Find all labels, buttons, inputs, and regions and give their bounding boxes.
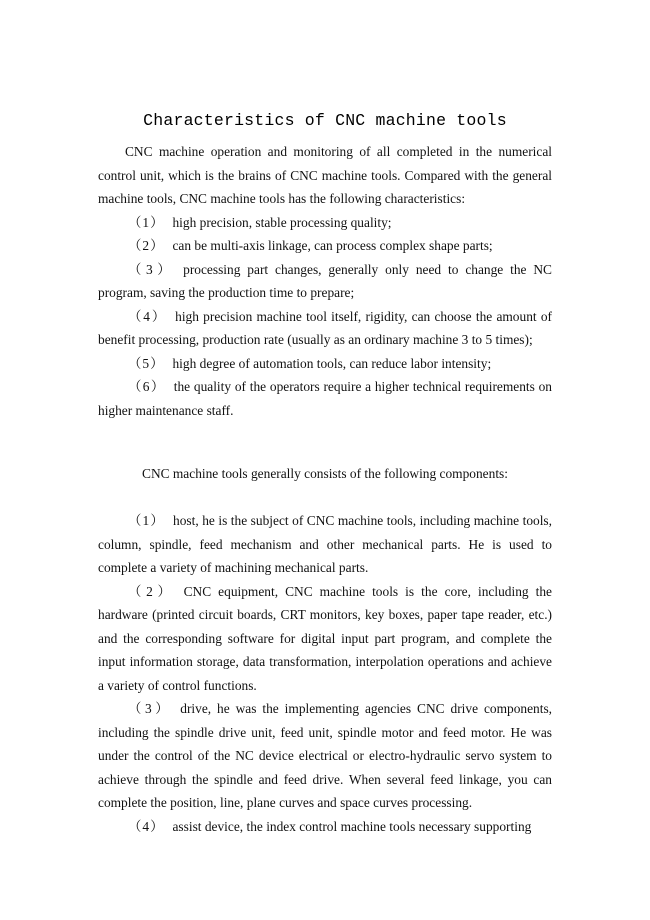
item-text: CNC equipment, CNC machine tools is the core, including the hardware (printed circuit boards, CRT monitors, key boxes, paper tape reader, etc.) and the corresponding software for digital input part program, and complete the input information storage, data transformation, interpolation operations and achieve a variety of control functions. [98, 583, 552, 693]
characteristic-item [98, 375, 552, 422]
item-number: （1） [128, 214, 165, 230]
intro-paragraph: CNC machine operation and monitoring of all completed in the numerical control unit, which is the brains of CNC machine tools. Compared with the general machine tools, CNC machine tools has the following characteristics: [98, 144, 552, 206]
item-number: （5） [128, 355, 165, 371]
characteristics-section [98, 140, 552, 422]
item-text: assist device, the index control machine tools necessary supporting [172, 818, 532, 834]
item-text: high degree of automation tools, can reduce labor intensity; [172, 355, 492, 371]
item-number: （6） [128, 379, 166, 394]
component-item [98, 815, 552, 839]
item-text: can be multi-axis linkage, can process complex shape parts; [172, 238, 493, 253]
item-number: （1） [128, 513, 165, 528]
item-text: the quality of the operators require a higher technical requirements on higher maintenance staff. [98, 379, 552, 418]
item-text: processing part changes, generally only need to change the NC program, saving the production time to prepare; [98, 261, 552, 300]
component-item [98, 580, 552, 698]
characteristic-item [98, 352, 552, 376]
item-text: host, he is the subject of CNC machine tools, including machine tools, column, spindle, feed mechanism and other mechanical parts. He is used to complete a variety of machining mechanical parts. [98, 513, 552, 575]
characteristic-item [98, 258, 552, 305]
component-item [98, 697, 552, 815]
item-number: （2） [128, 238, 165, 253]
item-number: （3） [128, 261, 176, 277]
item-number: （4） [128, 818, 165, 834]
component-item [98, 509, 552, 580]
item-text: drive, he was the implementing agencies CNC drive components, including the spindle drive unit, feed unit, spindle motor and feed motor. He was under the control of the NC device electrical or electro-hydraulic servo system to achieve through the spindle and feed drive. When several feed linkage, you can complete the position, line, plane curves and space curves processing. [98, 701, 553, 810]
document-title: Characteristics of CNC machine tools [143, 111, 507, 130]
item-text: high precision, stable processing quality; [172, 214, 392, 230]
components-heading: CNC machine tools generally consists of the following components: [142, 466, 508, 481]
item-number: （3） [128, 701, 173, 716]
item-text: high precision machine tool itself, rigidity, can choose the amount of benefit processing, production rate (usually as an ordinary machine 3 to 5 times); [98, 308, 553, 347]
item-number: （2） [128, 583, 176, 599]
item-number: （4） [128, 308, 168, 324]
characteristic-item [98, 234, 552, 258]
characteristic-item [98, 211, 552, 235]
characteristic-item [98, 305, 552, 352]
components-section [98, 509, 552, 838]
